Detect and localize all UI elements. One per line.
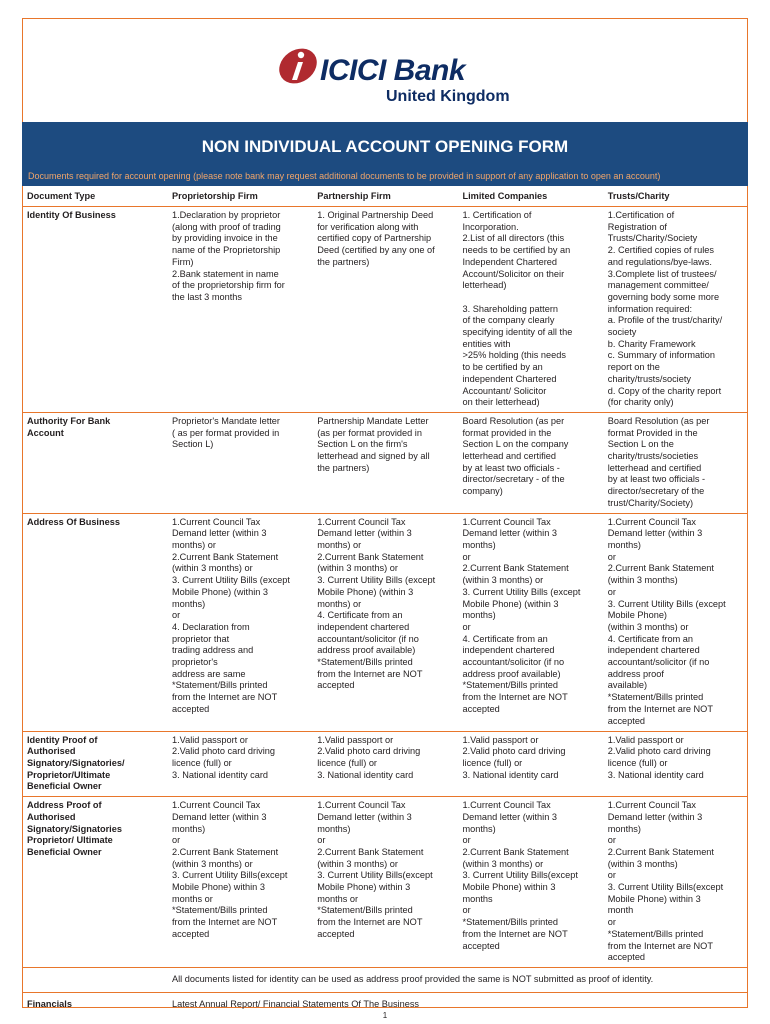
column-header: Limited Companies [458,188,603,207]
bank-logo [276,40,510,110]
documents-note: Documents required for account opening (please note bank may request additional documents to be provided in support of any application to open an account) [22,166,748,186]
row-label: Address Of Business [22,513,167,731]
row-label: Identity Proof of Authorised Signatory/Signatories/ Proprietor/Ultimate Beneficial Owner [22,731,167,797]
table-cell: Board Resolution (as per format Provided in the Section L on the charity/trusts/societies letterhead and certified by at least two officials - director/secretary of the trust/Charity/Society) [603,412,748,513]
table-cell: Partnership Mandate Letter (as per format provided in Section L on the firm's letterhead and signed by all the partners) [312,412,457,513]
table-header-row [22,188,748,207]
table-cell: 1.Valid passport or 2.Valid photo card driving licence (full) or 3. National identity card [603,731,748,797]
table-row [22,207,748,413]
table-row [22,513,748,731]
column-header: Partnership Firm [312,188,457,207]
brand-name: ICICI Bank [320,54,466,87]
table-cell: 1.Valid passport or 2.Valid photo card driving licence (full) or 3. National identity card [458,731,603,797]
footnote-row [22,967,748,992]
table-cell: 1.Current Council Tax Demand letter (within 3 months) or 2.Current Bank Statement (within 3 months) or 3. Current Utility Bills(except Mobile Phone) within 3 months or *Statement/Bills printed from the Internet are NOT accepted [458,797,603,968]
requirements-table [22,188,748,1013]
row-label: Financials [22,992,167,1013]
column-header: Trusts/Charity [603,188,748,207]
table-cell: 1.Current Council Tax Demand letter (within 3 months) or 2.Current Bank Statement (within 3 months) or 3. Current Utility Bills(except Mobile Phone) within 3 months or *Statement/Bills printed from the Internet are NOT accepted [312,797,457,968]
table-row [22,731,748,797]
address-proof-footnote: All documents listed for identity can be used as address proof provided the same is NOT submitted as proof of identity. [167,967,748,992]
table-cell: Proprietor's Mandate letter ( as per format provided in Section L) [167,412,312,513]
empty-cell [22,967,167,992]
column-header: Proprietorship Firm [167,188,312,207]
table-row [22,412,748,513]
column-header: Document Type [22,188,167,207]
table-cell: 1.Declaration by proprietor (along with proof of trading by providing invoice in the name of the Proprietorship Firm) 2.Bank statement in name of the proprietorship firm for the last 3 months [172,210,285,302]
page-number: 1 [382,1011,388,1020]
form-title: NON INDIVIDUAL ACCOUNT OPENING FORM [22,122,748,166]
table-cell: Board Resolution (as per format provided in the Section L on the company letterhead and certified by at least two officials - director/secretary - of the company) [458,412,603,513]
table-cell: 1.Current Council Tax Demand letter (within 3 months) or 2.Current Bank Statement (within 3 months) or 3. Current Utility Bills (except Mobile Phone) (within 3 months) or 4. Certificate from an independent chartered accountant/solicitor (if no address proof available) *Statement/Bills printed from the Internet are NOT accepted [603,513,748,731]
row-label: Authority For Bank Account [22,412,167,513]
row-label: Address Proof of Authorised Signatory/Signatories Proprietor/ Ultimate Beneficial Owner [22,797,167,968]
table-cell: 1.Valid passport or 2.Valid photo card driving licence (full) or 3. National identity card [167,731,312,797]
table-cell: 1.Certification of Registration of Trusts/Charity/Society 2. Certified copies of rules and regulations/bye-laws. 3.Complete list of trustees/ management committee/ governing body some more information required: a. Profile of the trust/charity/ society b. Charity Framework c. Summary of information report on the charity/trusts/society d. Copy of the charity report (for charity only) [607,210,723,408]
table-cell: 1.Current Council Tax Demand letter (within 3 months) or 2.Current Bank Statement (within 3 months) or 3. Current Utility Bills (except Mobile Phone) (within 3 months) or 4. Certificate from an independent chartered accountant/solicitor (if no address proof available) *Statement/Bills printed from the Internet are NOT accepted [458,513,603,731]
table-cell: 1. Original Partnership Deed for verification along with certified copy of Partnership Deed (certified by any one of the partners) [317,210,435,267]
table-cell: 1.Valid passport or 2.Valid photo card driving licence (full) or 3. National identity card [312,731,457,797]
table-row [22,797,748,968]
brand-subtitle: United Kingdom [386,88,510,105]
table-cell: 1.Current Council Tax Demand letter (within 3 months) or 2.Current Bank Statement (within 3 months) or 3. Current Utility Bills(except Mobile Phone) within 3 month or *Statement/Bills printed from the Internet are NOT accepted [603,797,748,968]
table-cell: 1.Current Council Tax Demand letter (within 3 months) or 2.Current Bank Statement (within 3 months) or 3. Current Utility Bills (except Mobile Phone) (within 3 months) or 4. Declaration from proprietor that trading address and proprietor's address are same *Statement/Bills printed from the Internet are NOT accepted [167,513,312,731]
table-cell: 1.Current Council Tax Demand letter (within 3 months) or 2.Current Bank Statement (within 3 months) or 3. Current Utility Bills(except Mobile Phone) within 3 months or *Statement/Bills printed from the Internet are NOT accepted [167,797,312,968]
row-label: Identity Of Business [27,210,116,220]
table-cell: 1. Certification of Incorporation. 2.List of all directors (this needs to be certified by an Independent Chartered Account/Solicitor on their letterhead) 3. Shareholding pattern of the company clearly specifying identity of all the entities with >25% holding (this needs to be certified by an independent Chartered Accountant/ Solicitor on their letterhead) [462,210,573,408]
financials-value: Latest Annual Report/ Financial Statements Of The Business [167,992,748,1013]
table-cell: 1.Current Council Tax Demand letter (within 3 months) or 2.Current Bank Statement (within 3 months) or 3. Current Utility Bills (except Mobile Phone) (within 3 months) or 4. Certificate from an independent chartered accountant/solicitor (if no address proof available) *Statement/Bills printed from the Internet are NOT accepted [312,513,457,731]
icici-logo-icon [276,44,320,88]
